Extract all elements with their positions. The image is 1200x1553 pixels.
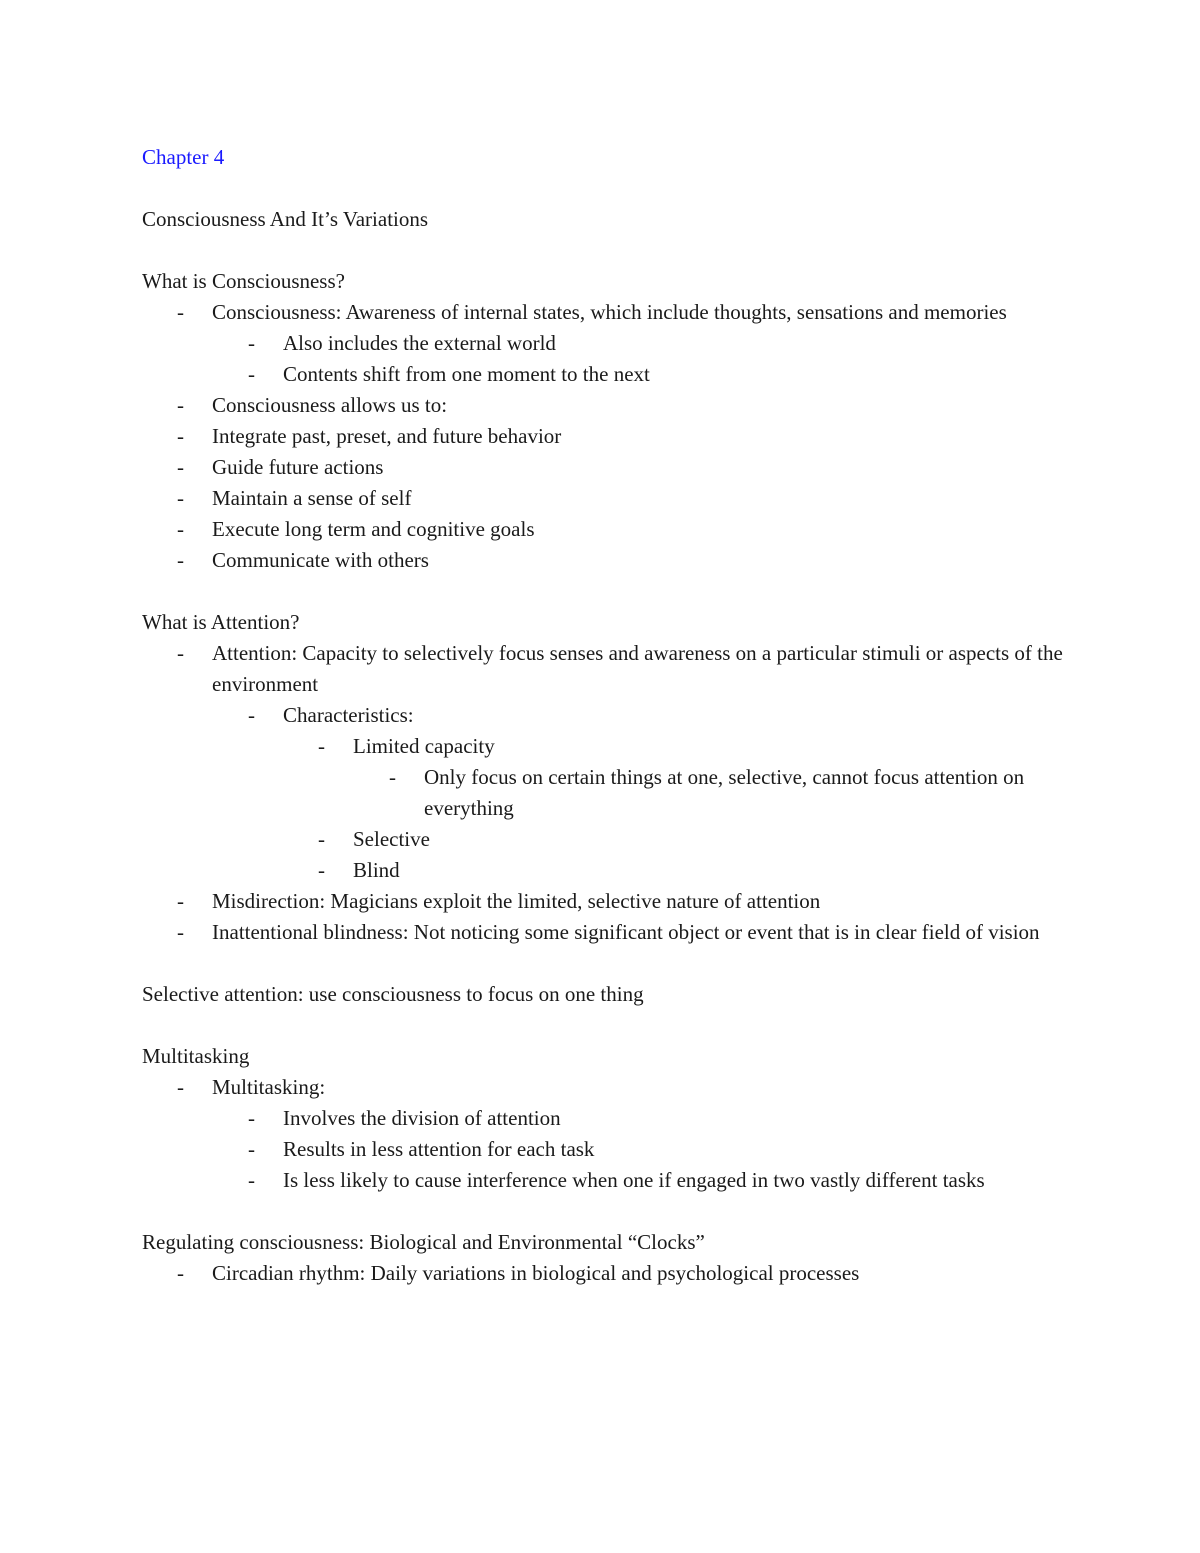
list-item: - Guide future actions	[212, 452, 1082, 483]
list-item: - Characteristics:	[283, 700, 1082, 731]
list-item: - Contents shift from one moment to the next	[283, 359, 1082, 390]
spacer	[142, 235, 1082, 266]
list-item: - Only focus on certain things at one, selective, cannot focus attention on everything	[424, 762, 1082, 824]
chapter-heading: Chapter 4	[142, 145, 225, 169]
list-item: - Circadian rhythm: Daily variations in biological and psychological processes	[212, 1258, 1082, 1289]
section-heading-consciousness: What is Consciousness?	[142, 269, 345, 293]
list-item: - Blind	[353, 855, 1082, 886]
spacer	[142, 576, 1082, 607]
document-page	[142, 142, 1082, 1289]
list-item: - Integrate past, preset, and future behavior	[212, 421, 1082, 452]
list-item: - Communicate with others	[212, 545, 1082, 576]
list-item: - Is less likely to cause interference when one if engaged in two vastly different tasks	[283, 1165, 1082, 1196]
spacer	[142, 1010, 1082, 1041]
list-item: - Results in less attention for each task	[283, 1134, 1082, 1165]
list-item: - Consciousness allows us to:	[212, 390, 1082, 421]
list-item: - Inattentional blindness: Not noticing some significant object or event that is in clear field of vision	[212, 917, 1082, 948]
section-heading-regulating: Regulating consciousness: Biological and Environmental “Clocks”	[142, 1230, 705, 1254]
section-heading-multitasking: Multitasking	[142, 1044, 250, 1068]
list-item: - Multitasking:	[212, 1072, 1082, 1103]
list-item: - Misdirection: Magicians exploit the limited, selective nature of attention	[212, 886, 1082, 917]
list-item: - Execute long term and cognitive goals	[212, 514, 1082, 545]
list-item: - Selective	[353, 824, 1082, 855]
spacer	[142, 1196, 1082, 1227]
list-item: - Maintain a sense of self	[212, 483, 1082, 514]
section-heading-attention: What is Attention?	[142, 610, 300, 634]
spacer	[142, 948, 1082, 979]
list-item: - Also includes the external world	[283, 328, 1082, 359]
list-item: - Limited capacity	[353, 731, 1082, 762]
list-item: - Involves the division of attention	[283, 1103, 1082, 1134]
list-item: - Consciousness: Awareness of internal states, which include thoughts, sensations and memories	[212, 297, 1082, 328]
document-title: Consciousness And It’s Variations	[142, 207, 429, 231]
list-item: - Attention: Capacity to selectively focus senses and awareness on a particular stimuli or aspects of the environment	[212, 638, 1082, 700]
selective-attention-line: Selective attention: use consciousness to focus on one thing	[142, 982, 644, 1006]
spacer	[142, 173, 1082, 204]
